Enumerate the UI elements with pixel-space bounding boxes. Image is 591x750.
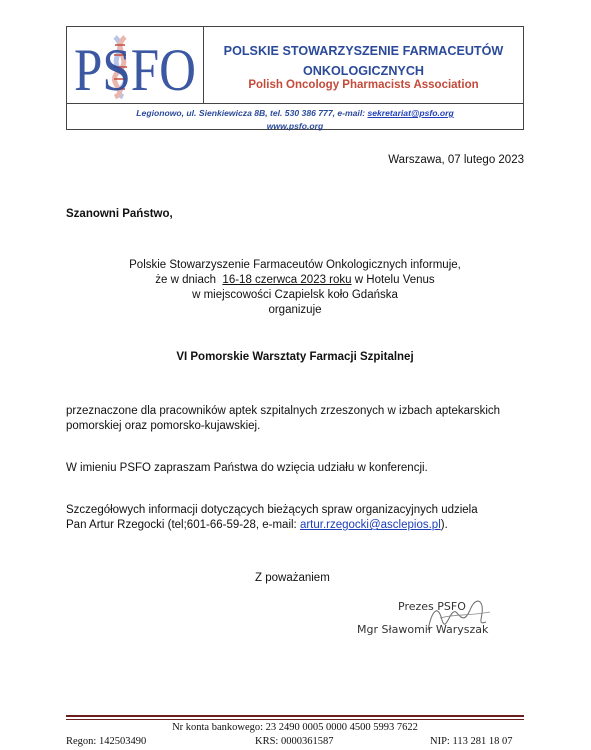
logo-text: PSFO (74, 37, 196, 103)
bank-account: Nr konta bankowego: 23 2490 0005 0000 4500 5993 7622 (172, 722, 418, 733)
contact-email-link[interactable]: artur.rzegocki@asclepios.pl (299, 519, 441, 531)
intro-line-3: w miejscowości Czapielsk koło Gdańska (192, 289, 398, 301)
closing: Z poważaniem (255, 572, 330, 584)
audience-line-2: pomorskiej oraz pomorsko-kujawskiej. (66, 420, 261, 432)
psfo-logo (67, 27, 203, 103)
intro-line-2: że w dniach 16-18 czerwca 2023 roku w Hotelu Venus (155, 274, 435, 286)
secretariat-email-link[interactable]: sekretariat@psfo.org (367, 108, 454, 118)
signer-name: Mgr Sławomir Waryszak (357, 623, 489, 636)
invitation: W imieniu PSFO zapraszam Państwa do wzięcia udziału w konferencji. (66, 462, 428, 474)
org-name-cell (204, 27, 523, 103)
event-title: VI Pomorskie Warsztaty Farmacji Szpitalnej (176, 351, 414, 363)
nip: NIP: 113 281 18 07 (430, 736, 513, 747)
signer-title: Prezes PSFO (398, 600, 466, 613)
place-date: Warszawa, 07 lutego 2023 (388, 154, 524, 166)
krs: KRS: 0000361587 (255, 736, 334, 747)
contact-address: Legionowo, ul. Sienkiewicza 8B, tel. 530 386 777, e-mail: sekretariat@psfo.org (136, 108, 454, 118)
info-line-2: Pan Artur Rzegocki (tel;601-66-59-28, e-mail: artur.rzegocki@asclepios.pl). (66, 519, 448, 531)
intro-line-4: organizuje (268, 304, 322, 316)
info-line-1: Szczegółowych informacji dotyczących bieżących spraw organizacyjnych udziela (66, 504, 478, 516)
regon: Regon: 142503490 (66, 736, 147, 747)
logo-cell (67, 27, 204, 103)
contact-row (67, 103, 523, 129)
website-link[interactable]: www.psfo.org (266, 121, 324, 131)
letterhead (66, 26, 524, 130)
intro-line-1: Polskie Stowarzyszenie Farmaceutów Onkologicznych informuje, (129, 259, 461, 271)
audience-line-1: przeznaczone dla pracowników aptek szpitalnych zrzeszonych w izbach aptekarskich (66, 405, 501, 417)
org-name-pl: POLSKIE STOWARZYSZENIE FARMACEUTÓW ONKOLOGICZNYCH (223, 44, 504, 78)
salutation: Szanowni Państwo, (66, 208, 173, 220)
footer-divider-thin (66, 719, 524, 720)
org-name-en: Polish Oncology Pharmacists Association (248, 79, 479, 91)
footer-divider (66, 715, 524, 717)
event-date: 16-18 czerwca 2023 roku (222, 274, 352, 286)
